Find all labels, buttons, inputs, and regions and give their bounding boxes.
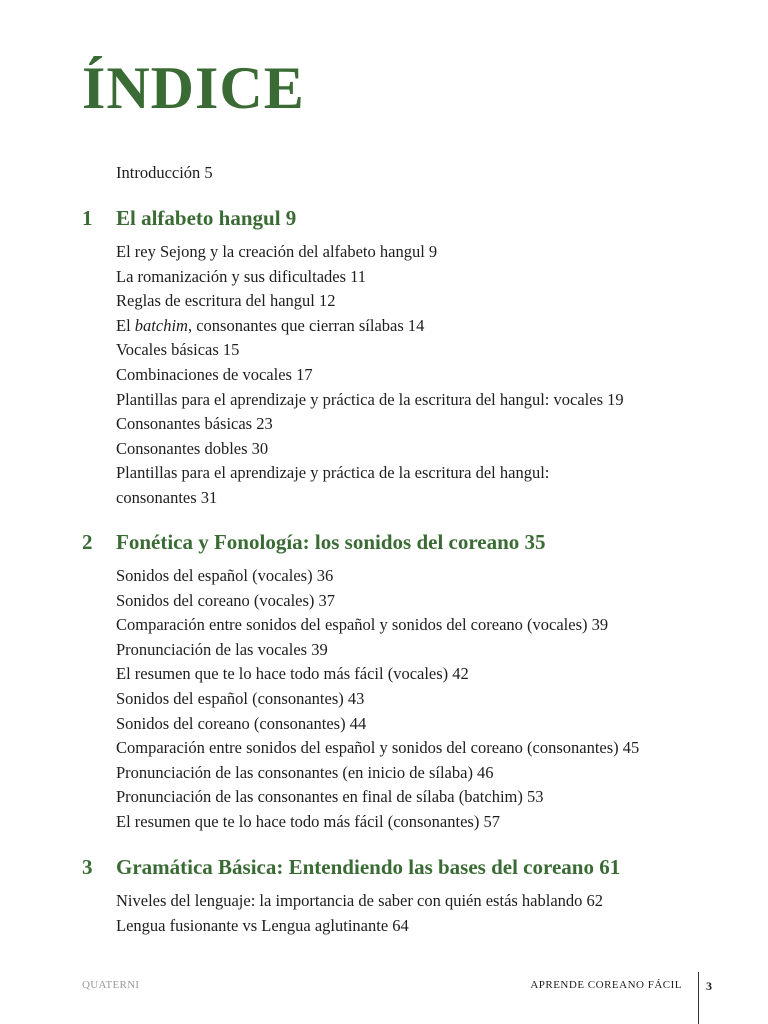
chapter-number: 2 [82,530,93,554]
chapter-number: 3 [82,855,93,879]
toc-entry[interactable]: El rey Sejong y la creación del alfabeto hangul 9 [116,242,438,261]
toc-entry[interactable]: Sonidos del coreano (consonantes) 44 [116,713,367,733]
toc-entry-pre: El [116,315,135,335]
toc-entry[interactable] [116,314,624,339]
toc-entry[interactable]: Niveles del lenguaje: la importancia de saber con quién estás hablando 62 [116,891,604,910]
publisher-name: QUATERNI [82,979,140,991]
toc-entry[interactable]: Lengua fusionante vs Lengua aglutinante 64 [116,915,409,935]
toc-entry[interactable]: Reglas de escritura del hangul 12 [116,291,336,311]
toc-entry[interactable]: Comparación entre sonidos del español y sonidos del coreano (vocales) 39 [116,615,609,635]
chapter-title: El alfabeto hangul 9 [116,206,297,230]
chapter-2-heading[interactable] [82,528,546,556]
toc-entry[interactable]: Consonantes básicas 23 [116,414,273,434]
toc-entry[interactable]: Sonidos del español (vocales) 36 [116,566,334,585]
toc-entry-emphasis: batchim [134,315,188,335]
toc-entry[interactable]: Sonidos del coreano (vocales) 37 [116,590,336,610]
toc-entry[interactable]: Vocales básicas 15 [116,340,240,360]
toc-entry[interactable]: Plantillas para el aprendizaje y práctica de la escritura del hangul: consonantes 31 [116,463,550,507]
chapter-2-list [116,564,639,835]
toc-entry[interactable]: Consonantes dobles 30 [116,438,269,458]
toc-entry[interactable]: El resumen que te lo hace todo más fácil (vocales) 42 [116,664,469,684]
chapter-title: Gramática Básica: Entendiendo las bases del coreano 61 [116,855,621,879]
running-book-title: APRENDE COREANO FÁCIL [530,979,682,991]
toc-entry[interactable]: Pronunciación de las vocales 39 [116,639,328,659]
chapter-title: Fonética y Fonología: los sonidos del coreano 35 [116,530,546,554]
chapter-1-heading[interactable] [82,204,296,232]
chapter-1-list [116,240,624,511]
toc-entry[interactable]: Combinaciones de vocales 17 [116,364,313,384]
footer-divider [698,972,699,1024]
toc-entry[interactable]: La romanización y sus dificultades 11 [116,266,367,286]
toc-entry[interactable]: El resumen que te lo hace todo más fácil (consonantes) 57 [116,811,500,831]
page-number: 3 [706,979,712,993]
toc-entry-post: , consonantes que cierran sílabas 14 [187,315,425,335]
page-title: ÍNDICE [82,55,305,121]
toc-entry[interactable]: Sonidos del español (consonantes) 43 [116,688,365,708]
chapter-3-heading[interactable] [82,853,620,881]
toc-entry-intro[interactable]: Introducción 5 [116,163,213,182]
chapter-3-list [116,889,603,938]
chapter-number: 1 [82,206,93,230]
toc-entry[interactable]: Pronunciación de las consonantes en final de sílaba (batchim) 53 [116,787,544,807]
toc-entry[interactable]: Plantillas para el aprendizaje y práctica de la escritura del hangul: vocales 19 [116,389,624,409]
toc-entry[interactable]: Pronunciación de las consonantes (en inicio de sílaba) 46 [116,762,494,782]
toc-entry[interactable]: Comparación entre sonidos del español y sonidos del coreano (consonantes) 45 [116,738,640,758]
